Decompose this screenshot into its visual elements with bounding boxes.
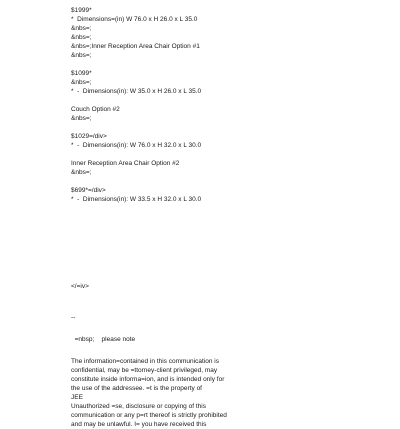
text-line: and may be unlawful. I= you have received this: [71, 421, 207, 428]
heading-couch-2: [71, 105, 371, 123]
email-body: [71, 6, 371, 429]
text-line: * - Dimensions(in): W 35.0 x H 26.0 x L 35.0: [71, 88, 202, 95]
price-block-chair-1: [71, 69, 371, 96]
text-line: Couch Option #2: [71, 106, 120, 113]
text-line: * - Dimensions(in): W 76.0 x H 32.0 x L 30.0: [71, 142, 202, 149]
text-line: The information=contained in this communication is: [71, 358, 219, 365]
text-line: Inner Reception Area Chair Option #2: [71, 160, 180, 167]
price-block-couch-2: [71, 132, 371, 150]
legal-disclaimer: [71, 357, 371, 429]
text-line: &nbs=;: [71, 34, 92, 41]
text-line: &nbs=;: [71, 25, 92, 32]
text-line: &nbs=;: [71, 115, 92, 122]
heading-chair-2: [71, 159, 371, 177]
text-line: &nbs=;: [71, 169, 92, 176]
note-label: =nbsp; please note: [71, 336, 136, 343]
text-line: &nbs=;Inner Reception Area Chair Option #1: [71, 43, 200, 50]
text-line: $1029=/div>: [71, 133, 107, 140]
text-line: * Dimensions=(in) W 76.0 x H 26.0 x L 35.0: [71, 16, 198, 23]
text-line: communication or any p=rt thereof is strictly prohibited: [71, 412, 227, 419]
text-line: JEE: [71, 394, 83, 401]
text-line: * - Dimensions(in): W 33.5 x H 32.0 x L 30.0: [71, 196, 202, 203]
text-line: confidential, may be =ttorney-client privileged, may: [71, 367, 218, 374]
text-line: constitute inside informa=ion, and is intended only for: [71, 376, 225, 383]
closing-div-tag: </=iv>: [71, 283, 89, 290]
price-block-couch-1: [71, 6, 371, 60]
text-line: $1999*: [71, 7, 92, 14]
text-line: &nbs=;: [71, 79, 92, 86]
text-line: &nbs=;: [71, 52, 92, 59]
text-line: Unauthorized =se, disclosure or copying of this: [71, 403, 206, 410]
price-block-chair-2: [71, 186, 371, 204]
signature-separator: --: [71, 314, 76, 321]
text-line: $699*=/div>: [71, 187, 106, 194]
text-line: the use of the addressee. =t is the property of: [71, 385, 202, 392]
text-line: $1099*: [71, 70, 92, 77]
